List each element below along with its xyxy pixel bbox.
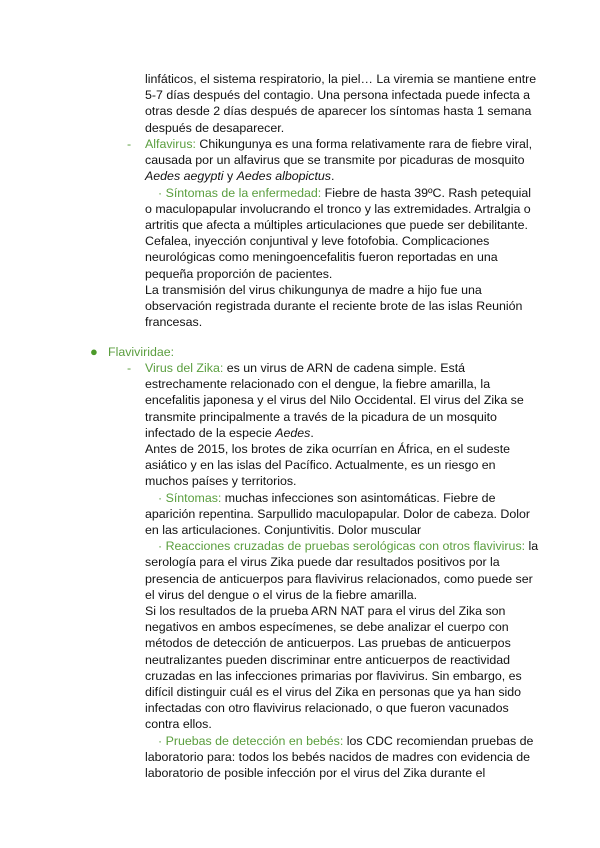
list-dash: -: [127, 361, 132, 375]
text-line: después de desaparecer.: [145, 120, 285, 135]
text-line: cruzadas en las infecciones primarias por flavivirus. Sin embargo, es: [145, 668, 522, 683]
text-line: · Pruebas de detección en bebés: los CDC recomiendan pruebas de: [158, 733, 534, 748]
reacciones-label: · Reacciones cruzadas de pruebas serológicas con otros flavivirus:: [158, 539, 526, 554]
text-line: laboratorio de posible infección por el virus del Zika durante el: [145, 766, 486, 781]
text-line: Virus del Zika: es un virus de ARN de cadena simple. Está: [145, 361, 466, 375]
bullet-icon: ●: [90, 344, 98, 359]
text-line: linfáticos, el sistema respiratorio, la piel… La viremia se mantiene entre: [145, 72, 537, 86]
alfavirus-label: Alfavirus:: [145, 137, 196, 151]
text-line: artritis que afecta a múltiples articulaciones que puede ser debilitante.: [145, 218, 528, 233]
text-line: La transmisión del virus chikungunya de madre a hijo fue una: [145, 282, 482, 297]
text-line: pequeña proporción de pacientes.: [145, 266, 333, 281]
continuation-paragraph: [145, 71, 545, 136]
text-line: neutralizantes pueden discriminar entre anticuerpos de reactividad: [145, 652, 511, 667]
text-line: el virus del dengue o el virus de la fiebre amarilla.: [145, 587, 418, 602]
zika-item: [145, 360, 565, 781]
text-line: francesas.: [145, 315, 203, 330]
text-line: laboratorio para: todos los bebés nacidos de madres con evidencia de: [145, 749, 531, 764]
text-line: neurológicas como meningoencefalitis fueron reportadas en una: [145, 250, 498, 265]
text-line: contra ellos.: [145, 717, 212, 732]
text-line: Aedes aegypti y Aedes albopictus.: [145, 169, 335, 184]
text-line: causada por un alfavirus que se transmite por picaduras de mosquito: [145, 153, 525, 168]
text-line: en las articulaciones. Conjuntivitis. Dolor muscular: [145, 523, 422, 538]
text-line: negativos en ambos especímenes, se debe analizar el cuerpo con: [145, 620, 509, 635]
text-line: 5-7 días después del contagio. Una persona infectada puede infecta a: [145, 88, 531, 103]
text-line: asiático y en las islas del Pacífico. Actualmente, es un riesgo en: [145, 458, 496, 473]
text-line: · Reacciones cruzadas de pruebas serológicas con otros flavivirus: la: [158, 539, 539, 554]
text-line: infectado de la especie Aedes.: [145, 425, 314, 440]
text-line: Si los resultados de la prueba ARN NAT para el virus del Zika son: [145, 604, 506, 619]
text-line: serología para el virus Zika puede dar resultados positivos por la: [145, 555, 500, 570]
list-dash: -: [127, 137, 132, 151]
zika-label: Virus del Zika:: [145, 361, 224, 375]
text-line: o maculopapular involucrando el tronco y las extremidades. Artralgia o: [145, 201, 531, 216]
text-line: muchos países y territorios.: [145, 474, 297, 489]
text-line: aparición repentina. Sarpullido maculopapular. Dolor de cabeza. Dolor: [145, 506, 531, 521]
text-line: otras desde 2 días después de aparecer los síntomas hasta 1 semana: [145, 104, 532, 119]
text-line: transmite principalmente a través de la picadura de un mosquito: [145, 409, 497, 424]
text-line: · Síntomas: muchas infecciones son asintomáticas. Fiebre de: [158, 490, 496, 505]
text-line: encefalitis japonesa y el virus del Nilo Occidental. El virus del Zika se: [145, 393, 524, 408]
zika-sintomas-label: · Síntomas:: [158, 490, 222, 505]
text-line: · Síntomas de la enfermedad: Fiebre de hasta 39ºC. Rash petequial: [158, 185, 532, 200]
text-line: Alfavirus: Chikungunya es una forma relativamente rara de fiebre viral,: [145, 137, 533, 151]
text-line: métodos de detección de anticuerpos. Las pruebas de anticuerpos: [145, 636, 511, 651]
text-line: Cefalea, inyección conjuntival y leve fotofobia. Complicaciones: [145, 234, 490, 249]
text-line: presencia de anticuerpos para flavivirus relacionados, como puede ser: [145, 571, 533, 586]
text-line: estrechamente relacionado con el dengue, la fiebre amarilla, la: [145, 377, 491, 392]
alfavirus-item: [145, 136, 565, 330]
text-line: observación registrada durante el reciente brote de las islas Reunión: [145, 299, 523, 314]
text-line: difícil distinguir cuál es el virus del Zika en personas que ya han sido: [145, 685, 522, 700]
text-line: Antes de 2015, los brotes de zika ocurrían en África, en el sudeste: [145, 442, 511, 457]
text-line: infectadas con otro flavivirus relacionado, o que fueron vacunados: [145, 701, 509, 716]
bebes-label: · Pruebas de detección en bebés:: [158, 733, 344, 748]
sintomas-label: · Síntomas de la enfermedad:: [158, 185, 322, 200]
flaviviridae-heading: Flaviviridae:: [108, 345, 175, 359]
